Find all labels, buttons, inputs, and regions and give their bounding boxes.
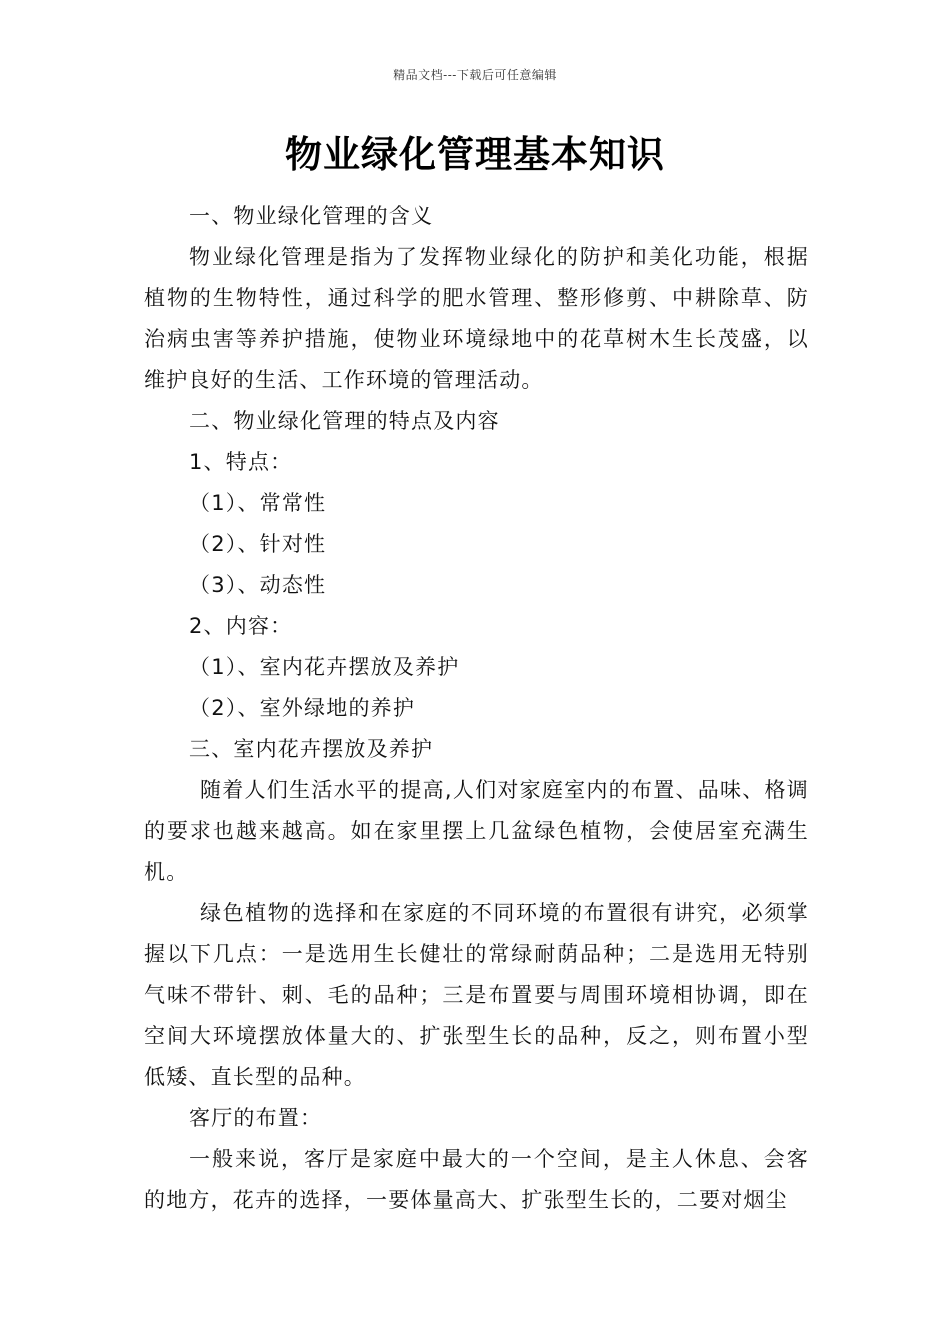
paragraph-living-room: 一般来说，客厅是家庭中最大的一个空间，是主人休息、会客的地方，花卉的选择，一要体量高大、扩张型生长的，二要对烟尘 xyxy=(144,1147,809,1212)
subheading-living-room: 客厅的布置： xyxy=(189,1106,323,1130)
list-item: （1）、室内花卉摆放及养护 xyxy=(189,655,460,679)
paragraph-living-standards: 随着人们生活水平的提高,人们对家庭室内的布置、品味、格调的要求也越来越高。如在家里摆上几盆绿色植物，会使居室充满生机。 xyxy=(144,778,809,884)
section-heading-2: 二、物业绿化管理的特点及内容 xyxy=(189,409,500,433)
document-body xyxy=(144,196,809,1221)
list-item: （2）、室外绿地的养护 xyxy=(189,696,416,720)
paragraph-plant-selection: 绿色植物的选择和在家庭的不同环境的布置很有讲究，必须掌握以下几点：一是选用生长健壮的常绿耐荫品种；二是选用无特别气味不带针、刺、毛的品种；三是布置要与周围环境相协调，即在空间大环境摆放体量大的、扩张型生长的品种，反之，则布置小型低矮、直长型的品种。 xyxy=(144,901,809,1089)
subheading-content: 2、内容： xyxy=(189,614,293,638)
list-item: （2）、针对性 xyxy=(189,532,327,556)
section-heading-3: 三、室内花卉摆放及养护 xyxy=(189,737,434,761)
paragraph-definition: 物业绿化管理是指为了发挥物业绿化的防护和美化功能，根据植物的生物特性，通过科学的肥水管理、整形修剪、中耕除草、防治病虫害等养护措施，使物业环境绿地中的花草树木生长茂盛，以维护良好的生活、工作环境的管理活动。 xyxy=(144,245,809,392)
section-heading-1: 一、物业绿化管理的含义 xyxy=(189,204,434,228)
subheading-features: 1、特点： xyxy=(189,450,293,474)
document-title: 物业绿化管理基本知识 xyxy=(285,133,665,176)
header-note: 精品文档---下载后可任意编辑 xyxy=(393,68,557,82)
list-item: （3）、动态性 xyxy=(189,573,327,597)
list-item: （1）、常常性 xyxy=(189,491,327,515)
